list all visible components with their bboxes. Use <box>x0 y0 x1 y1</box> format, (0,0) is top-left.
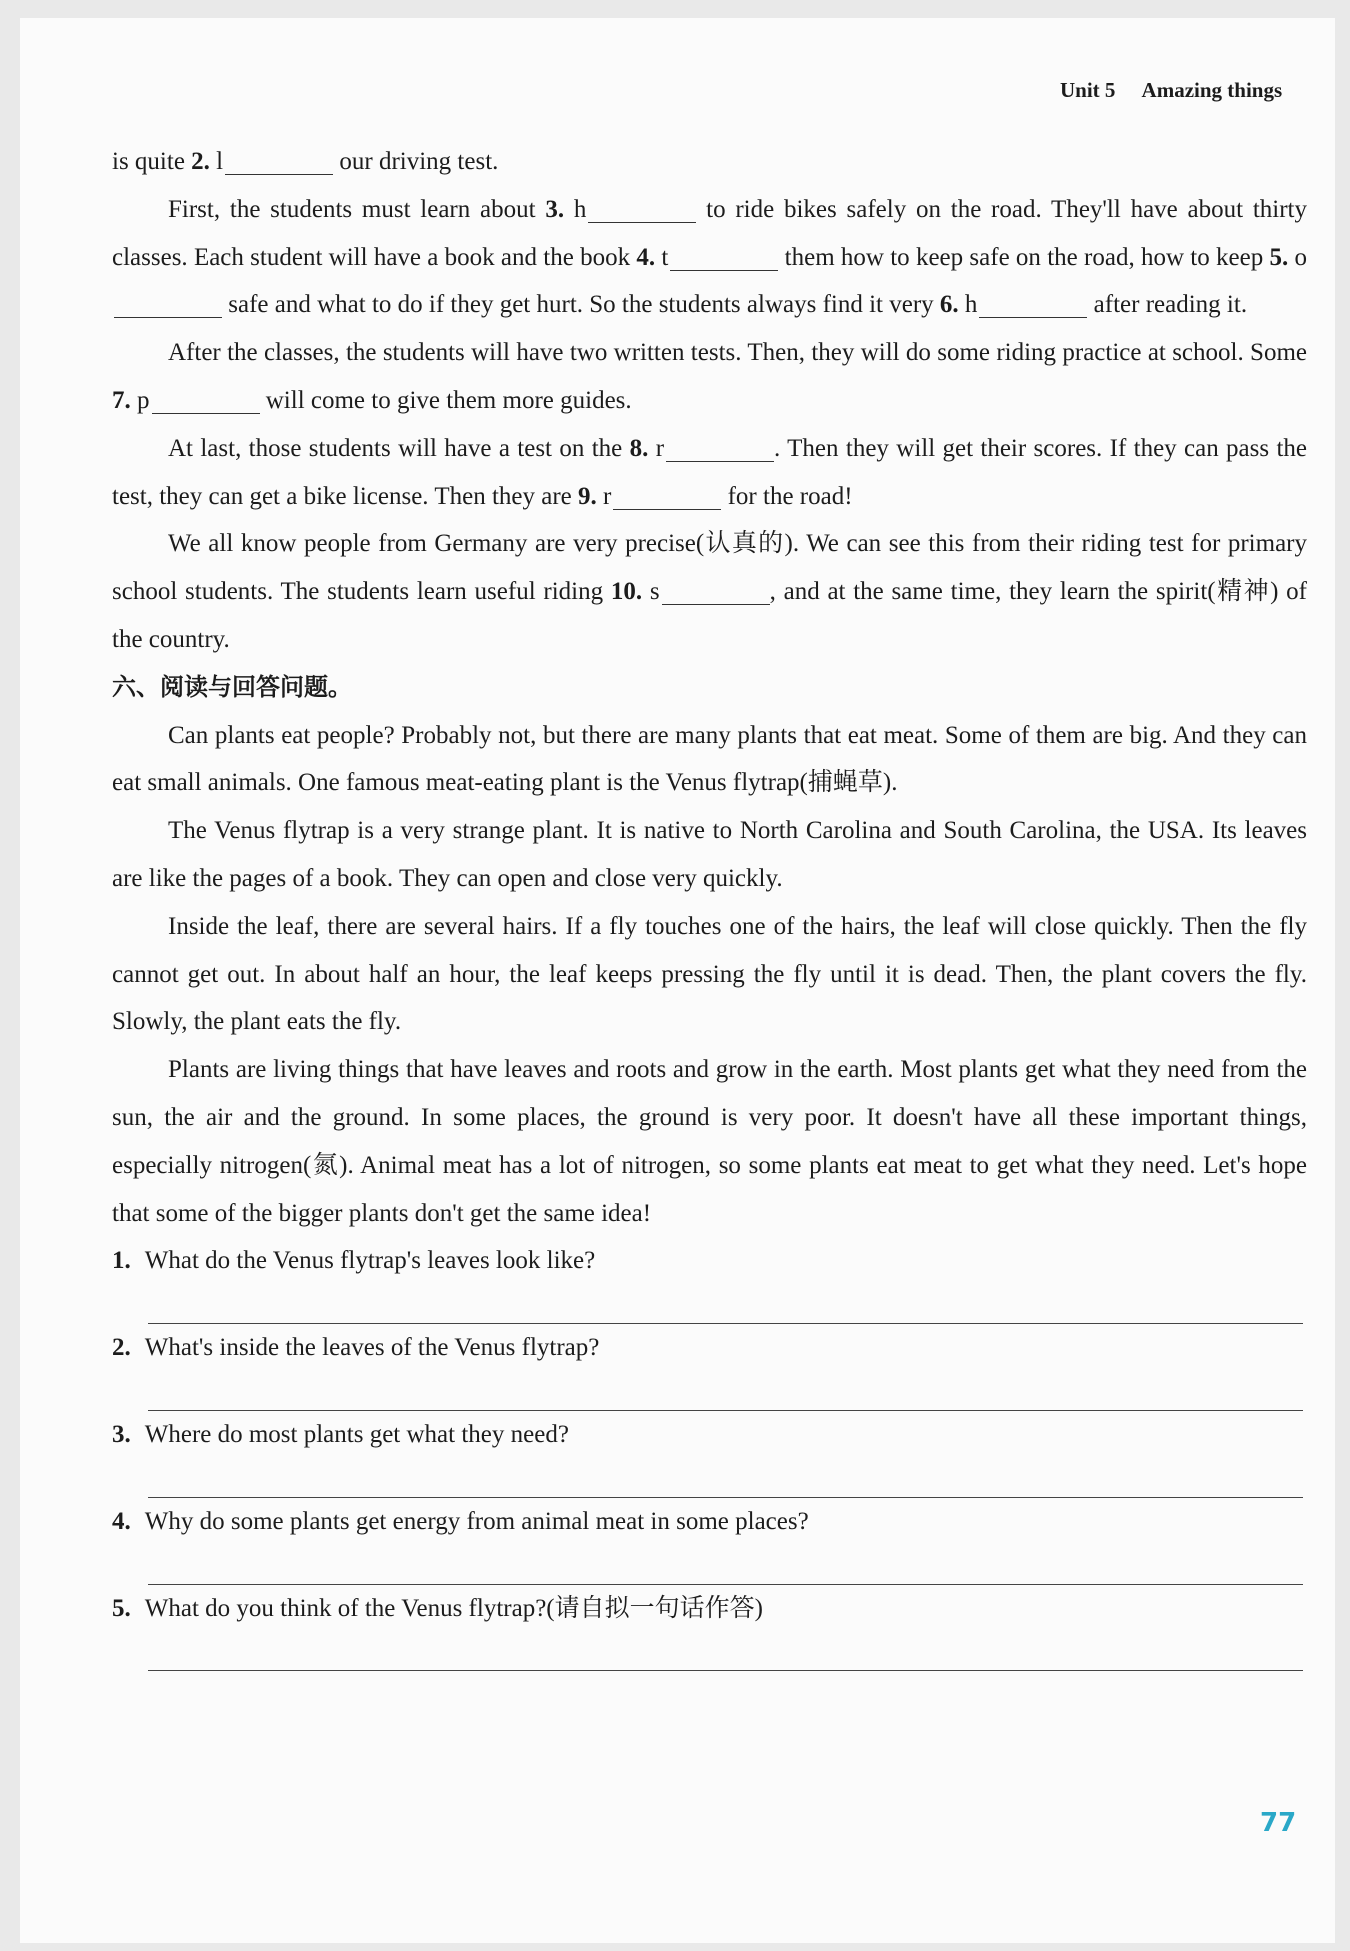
blank-letter: s <box>642 578 660 606</box>
unit-label: Unit 5 <box>1060 78 1116 102</box>
question <box>112 1585 1307 1672</box>
question <box>112 1411 1307 1498</box>
passage-paragraph: We all know people from Germany are very precise(认真的). We can see this from their riding test for primary school students. The students learn useful riding 10. s , and at the same time, they learn the spirit(精神) of the country. <box>112 530 1307 653</box>
blank-number: 6. <box>939 291 959 319</box>
reading-paragraph: The Venus flytrap is a very strange plant. It is native to North Carolina and South Carolina, the USA. Its leaves are like the pages of a book. They can open and close very quickly. <box>112 817 1307 892</box>
blank-number: 2. <box>191 148 210 175</box>
blank-letter: h <box>564 195 587 223</box>
blank-letter: t <box>655 243 669 271</box>
blank-number: 5. <box>1269 243 1289 271</box>
unit-title: Amazing things <box>1141 78 1283 102</box>
reading-paragraph: Can plants eat people? Probably not, but there are many plants that eat meat. Some of them are big. And they can eat small animals. One famous meat-eating plant is the Venus flytrap(捕蝇草). <box>112 721 1307 797</box>
question-text: What's inside the leaves of the Venus flytrap? <box>144 1334 600 1362</box>
passage-paragraph: At last, those students will have a test on the 8. r . Then they will get their scores. If they can pass the test, they can get a bike license. Then they are 9. r for the road! <box>112 434 1307 510</box>
fill-blank-8[interactable] <box>666 435 774 462</box>
fill-blank-5[interactable] <box>114 291 222 318</box>
blank-number: 4. <box>636 243 656 271</box>
reading-paragraph: Inside the leaf, there are several hairs. If a fly touches one of the hairs, the leaf will close quickly. Then the fly cannot get out. In about half an hour, the leaf keeps pressing the fly until it is dead. Then, the plant covers the fly. Slowly, the plant eats the fly. <box>112 912 1307 1036</box>
passage-paragraph: First, the students must learn about 3. h to ride bikes safely on the road. They'll have about thirty classes. Each student will have a book and the book 4. t them how to keep safe on the road, how to keep 5. o safe and what to do if they get hurt. So the students always find it very 6. h after reading it. <box>112 195 1308 319</box>
fill-blank-4[interactable] <box>670 244 778 271</box>
section-title: 六、阅读与回答问题。 <box>112 672 352 701</box>
fill-blank-2[interactable] <box>225 148 333 175</box>
question-number: 5. <box>112 1594 131 1622</box>
question-text: Where do most plants get what they need? <box>144 1420 569 1448</box>
question-number: 2. <box>112 1334 131 1362</box>
question-text: What do the Venus flytrap's leaves look like? <box>144 1247 596 1275</box>
answer-line[interactable] <box>148 1459 1303 1498</box>
passage-paragraph: is quite 2. l our driving test. <box>112 148 499 175</box>
blank-letter: l <box>209 148 224 175</box>
answer-line[interactable] <box>148 1546 1303 1585</box>
question <box>112 1498 1307 1585</box>
blank-letter: p <box>130 386 150 414</box>
fill-blank-7[interactable] <box>152 387 260 414</box>
blank-number: 9. <box>578 482 597 510</box>
blank-letter: o <box>1288 243 1308 271</box>
blank-letter: r <box>596 482 612 510</box>
answer-line[interactable] <box>148 1632 1303 1671</box>
question <box>112 1324 1307 1411</box>
passage-paragraph: After the classes, the students will have two written tests. Then, they will do some riding practice at school. Some 7. p will come to give them more guides. <box>112 339 1307 414</box>
question-text: Why do some plants get energy from animal meat in some places? <box>144 1507 809 1535</box>
answer-line[interactable] <box>148 1285 1303 1324</box>
blank-number: 8. <box>629 434 649 462</box>
blank-number: 7. <box>112 386 131 414</box>
blank-letter: h <box>958 291 978 319</box>
blank-letter: r <box>648 434 665 462</box>
answer-line[interactable] <box>148 1372 1303 1411</box>
reading-paragraph: Plants are living things that have leaves and roots and grow in the earth. Most plants get what they need from the sun, the air and the ground. In some places, the ground is very poor. It doesn't have all these important things, especially nitrogen(氮). Animal meat has a lot of nitrogen, so some plants eat meat to get what they need. Let's hope that some of the bigger plants don't get the same idea! <box>112 1056 1307 1227</box>
question-text: What do you think of the Venus flytrap?(请自拟一句话作答) <box>144 1594 763 1622</box>
page-content <box>112 138 1307 1671</box>
page <box>20 18 1335 1943</box>
fill-blank-3[interactable] <box>588 196 696 223</box>
question-number: 3. <box>112 1420 131 1448</box>
question-number: 4. <box>112 1507 131 1535</box>
fill-blank-9[interactable] <box>613 483 721 510</box>
fill-blank-10[interactable] <box>662 578 770 605</box>
fill-blank-6[interactable] <box>979 291 1087 318</box>
page-header <box>1060 78 1282 103</box>
blank-number: 10. <box>610 578 643 606</box>
blank-number: 3. <box>545 195 565 223</box>
page-number: 77 <box>1260 1808 1297 1838</box>
question-number: 1. <box>112 1247 131 1275</box>
question <box>112 1237 1307 1324</box>
